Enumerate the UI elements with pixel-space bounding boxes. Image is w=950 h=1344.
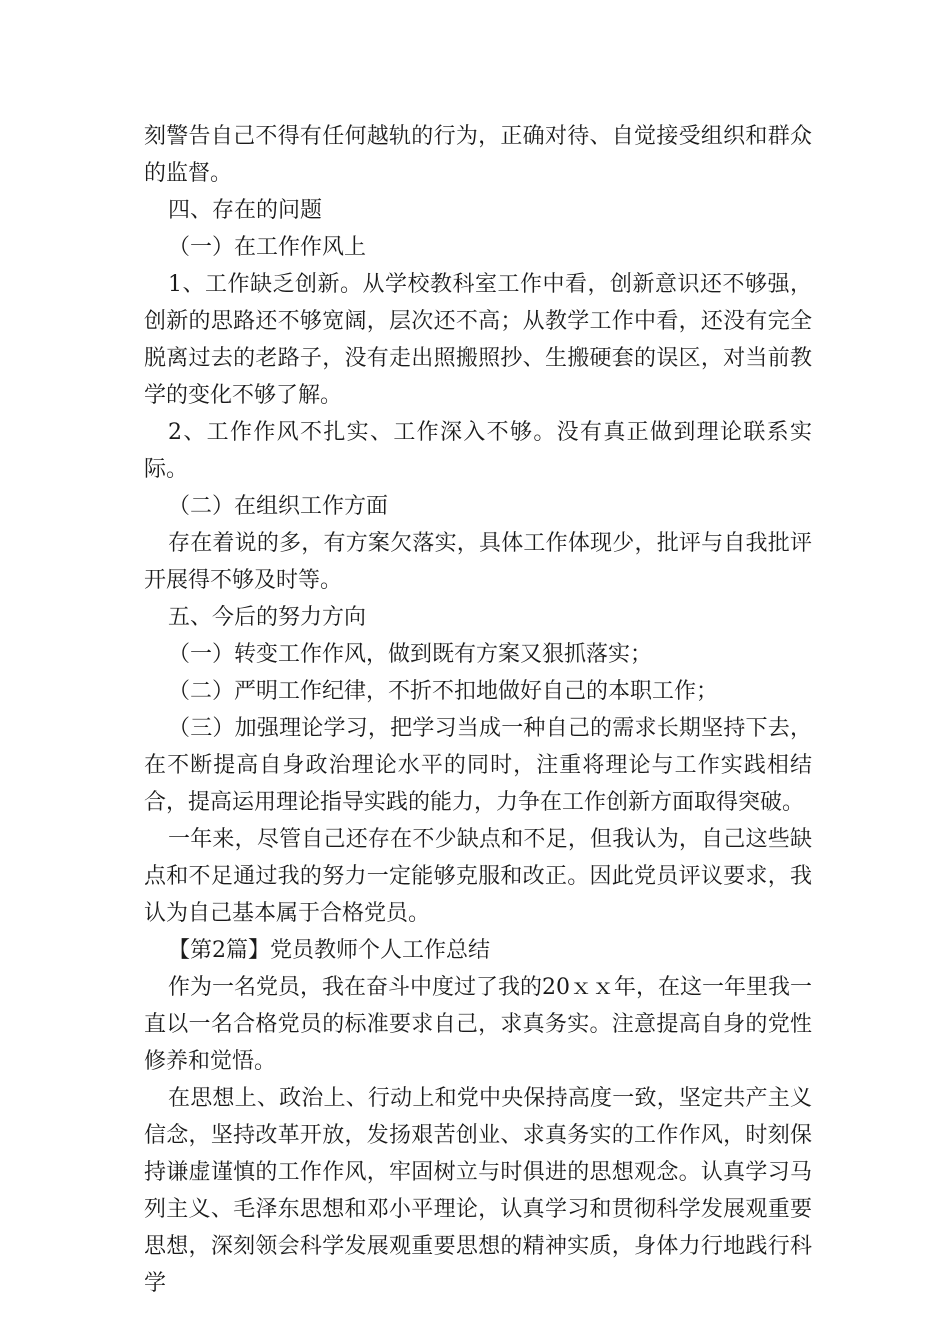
paragraph-innovation: 1、工作缺乏创新。从学校教科室工作中看，创新意识还不够强，创新的思路还不够宽阔，层次还不高；从教学工作中看，还没有完全脱离过去的老路子，没有走出照搬照抄、生搬硬套的误区，对当前教学的变化不够了解。 xyxy=(144,272,812,408)
paragraph-thought: 在思想上、政治上、行动上和党中央保持高度一致，坚定共产主义信念，坚持改革开放，发扬艰苦创业、求真务实的工作作风，时刻保持谦虚谨慎的工作作风，牢固树立与时俱进的思想观念。认真学习马列主义、毛泽东思想和邓小平理论，认真学习和贯彻科学发展观重要思想，深刻领会科学发展观重要思想的精神实质，身体力行地践行科学 xyxy=(144,1086,812,1296)
paragraph-continued: 刻警告自己不得有任何越轨的行为，正确对待、自觉接受组织和群众的监督。 xyxy=(144,124,812,186)
paragraph-organization: 存在着说的多，有方案欠落实，具体工作体现少，批评与自我批评开展得不够及时等。 xyxy=(144,531,812,593)
subheading-work-style: （一）在工作作风上 xyxy=(168,235,367,260)
subheading-organization: （二）在组织工作方面 xyxy=(168,494,389,519)
paragraph-work-style: 2、工作作风不扎实、工作深入不够。没有真正做到理论联系实际。 xyxy=(144,420,812,482)
paragraph-direction-2: （二）严明工作纪律，不折不扣地做好自己的本职工作； xyxy=(168,679,719,704)
paragraph-direction-1: （一）转变工作作风，做到既有方案又狠抓落实； xyxy=(168,642,653,667)
document-body xyxy=(144,118,812,1302)
section-heading-problems: 四、存在的问题 xyxy=(168,198,323,223)
paragraph-direction-3: （三）加强理论学习，把学习当成一种自己的需求长期坚持下去，在不断提高自身政治理论水平的同时，注重将理论与工作实践相结合，提高运用理论指导实践的能力，力争在工作创新方面取得突破。 xyxy=(144,716,812,815)
section-heading-direction: 五、今后的努力方向 xyxy=(168,605,367,630)
article-title-2: 【第2篇】党员教师个人工作总结 xyxy=(168,938,490,963)
paragraph-conclusion: 一年来，尽管自己还存在不少缺点和不足，但我认为，自己这些缺点和不足通过我的努力一定能够克服和改正。因此党员评议要求，我认为自己基本属于合格党员。 xyxy=(144,827,812,926)
paragraph-intro: 作为一名党员，我在奋斗中度过了我的20ｘｘ年，在这一年里我一直以一名合格党员的标准要求自己，求真务实。注意提高自身的党性修养和觉悟。 xyxy=(144,975,812,1074)
